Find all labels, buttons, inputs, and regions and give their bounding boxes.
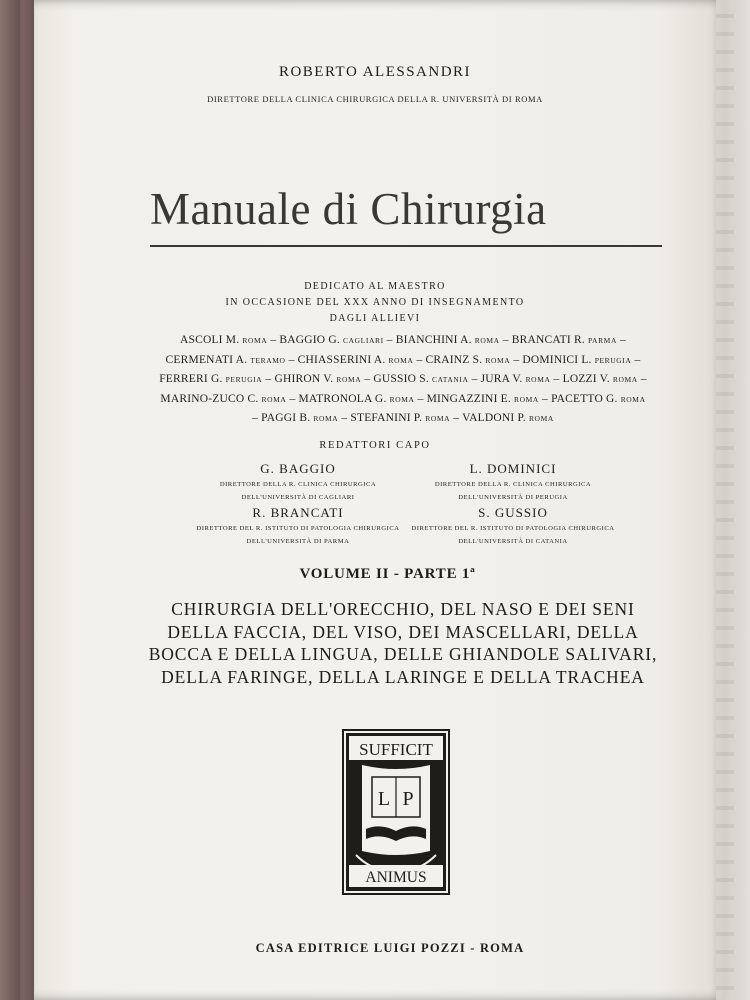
student-name: STEFANINI P. (350, 412, 426, 425)
student-city: ROMA (525, 375, 551, 385)
editor-role: DELL'UNIVERSITÀ DI PARMA (246, 538, 350, 545)
volume-label: VOLUME II - PARTE 1ª (299, 566, 476, 582)
student-name: PAGGI B. (261, 412, 314, 425)
student-city: CAGLIARI (343, 336, 384, 345)
student-name: BAGGIO G. (279, 334, 344, 346)
subject-line: BOCCA E DELLA LINGUA, DELLE GHIANDOLE SALIVARI, (148, 644, 658, 664)
student-name: LOZZI V. (562, 373, 613, 386)
subject-line: DELLA FARINGE, DELLA LARINGE E DELLA TRACHEA (161, 666, 645, 687)
page-edge (716, 0, 734, 1000)
student-city: TERAMO (250, 355, 286, 365)
students-list: ASCOLI M. ROMA – BAGGIO G. CAGLIARI – BIANCHINI A. ROMA – BRANCATI R. PARMA – CERMENATI A. TERAMO – CHIASSERINI A. ROMA – CRAINZ S. ROMA – DOMINICI L. PERUGIA – FERRERI G. PERUGIA – GHIRON V. ROMA – GUSSIO S. CATANIA – JURA V. ROMA – LOZZI V. ROMA – MARINO-ZUCO C. ROMA – MATRONOLA G. ROMA – MINGAZZINI E. ROMA – PACETTO G. ROMA – PAGGI B. ROMA – STEFANINI P. ROMA – VALDONI P. ROMA (159, 334, 647, 425)
dedication-line-1: DEDICATO AL MAESTRO (304, 281, 446, 292)
editor-dominici (393, 461, 633, 503)
student-name: DOMINICI L. (522, 353, 595, 366)
book-title: Manuale di Chirurgia (150, 184, 547, 234)
editor-role: DELL'UNIVERSITÀ DI CATANIA (458, 538, 568, 545)
student-name: BRANCATI R. (511, 334, 588, 346)
emblem-top-text: SUFFICIT (359, 740, 433, 759)
editor-name: L. DOMINICI (469, 461, 557, 476)
editor-gussio (393, 505, 633, 547)
student-name: CHIASSERINI A. (297, 353, 389, 366)
author-name: ROBERTO ALESSANDRI (278, 64, 472, 80)
student-name: GUSSIO S. (373, 373, 432, 386)
editor-role: DIRETTORE DEL R. ISTITUTO DI PATOLOGIA CHIRURGICA (196, 525, 400, 532)
student-city: ROMA (388, 355, 414, 365)
student-name: PACETTO G. (551, 392, 621, 405)
editor-brancati (178, 505, 418, 547)
student-name: CRAINZ S. (425, 353, 486, 366)
editor-role: DIRETTORE DELLA R. CLINICA CHIRURGICA (219, 481, 377, 488)
student-name: MINGAZZINI E. (426, 392, 515, 405)
student-city: ROMA (514, 394, 539, 404)
student-name: ASCOLI M. (179, 334, 243, 346)
student-name: MATRONOLA G. (298, 392, 390, 405)
editor-baggio (178, 461, 418, 503)
student-name: VALDONI P. (462, 412, 529, 425)
student-city: ROMA (612, 375, 638, 385)
student-city: CATANIA (431, 375, 469, 385)
editor-role: DELL'UNIVERSITÀ DI CAGLIARI (241, 494, 355, 501)
student-city: ROMA (474, 336, 500, 345)
editor-name: S. GUSSIO (478, 505, 548, 520)
book-spine-edge (0, 0, 20, 1000)
student-name: GHIRON V. (274, 373, 337, 386)
student-name: CERMENATI A. (165, 353, 251, 366)
subjects-block (118, 598, 688, 688)
editor-role: DIRETTORE DEL R. ISTITUTO DI PATOLOGIA CHIRURGICA (411, 525, 615, 532)
student-city: ROMA (242, 336, 268, 345)
monogram-left: L (377, 788, 391, 810)
student-city: PARMA (587, 336, 617, 345)
author-title: DIRETTORE DELLA CLINICA CHIRURGICA DELLA R. UNIVERSITÀ DI ROMA (207, 94, 543, 104)
subject-line: CHIRURGIA DELL'ORECCHIO, DEL NASO E DEI SENI (171, 599, 635, 619)
emblem-bottom-text: ANIMUS (365, 869, 427, 886)
student-city: ROMA (620, 394, 646, 404)
title-underline (150, 245, 662, 247)
student-name: FERRERI G. (159, 373, 226, 386)
editor-role: DIRETTORE DELLA R. CLINICA CHIRURGICA (434, 481, 592, 488)
editor-name: G. BAGGIO (260, 461, 336, 476)
editors-heading: REDATTORI CAPO (319, 440, 431, 451)
publisher-emblem (342, 729, 450, 895)
dedication-line-3: DAGLI ALLIEVI (329, 313, 421, 324)
publisher-imprint: CASA EDITRICE LUIGI POZZI - ROMA (255, 941, 525, 955)
student-name: BIANCHINI A. (395, 334, 475, 346)
dedication-line-2: IN OCCASIONE DEL XXX ANNO DI INSEGNAMENTO (225, 297, 525, 308)
student-city: ROMA (313, 414, 339, 424)
student-name: MARINO-ZUCO C. (160, 392, 262, 405)
student-city: ROMA (485, 355, 511, 365)
editor-name: R. BRANCATI (252, 505, 344, 520)
student-city: ROMA (261, 394, 287, 404)
student-city: ROMA (425, 414, 451, 424)
student-city: ROMA (389, 394, 415, 404)
subject-line: DELLA FACCIA, DEL VISO, DEI MASCELLARI, DELLA (167, 621, 639, 642)
student-city: ROMA (336, 375, 362, 385)
student-city: ROMA (528, 414, 554, 424)
editor-role: DELL'UNIVERSITÀ DI PERUGIA (458, 494, 568, 501)
student-city: PERUGIA (594, 355, 632, 365)
student-city: PERUGIA (225, 375, 263, 385)
monogram-right: P (402, 788, 414, 810)
student-name: JURA V. (480, 373, 526, 386)
